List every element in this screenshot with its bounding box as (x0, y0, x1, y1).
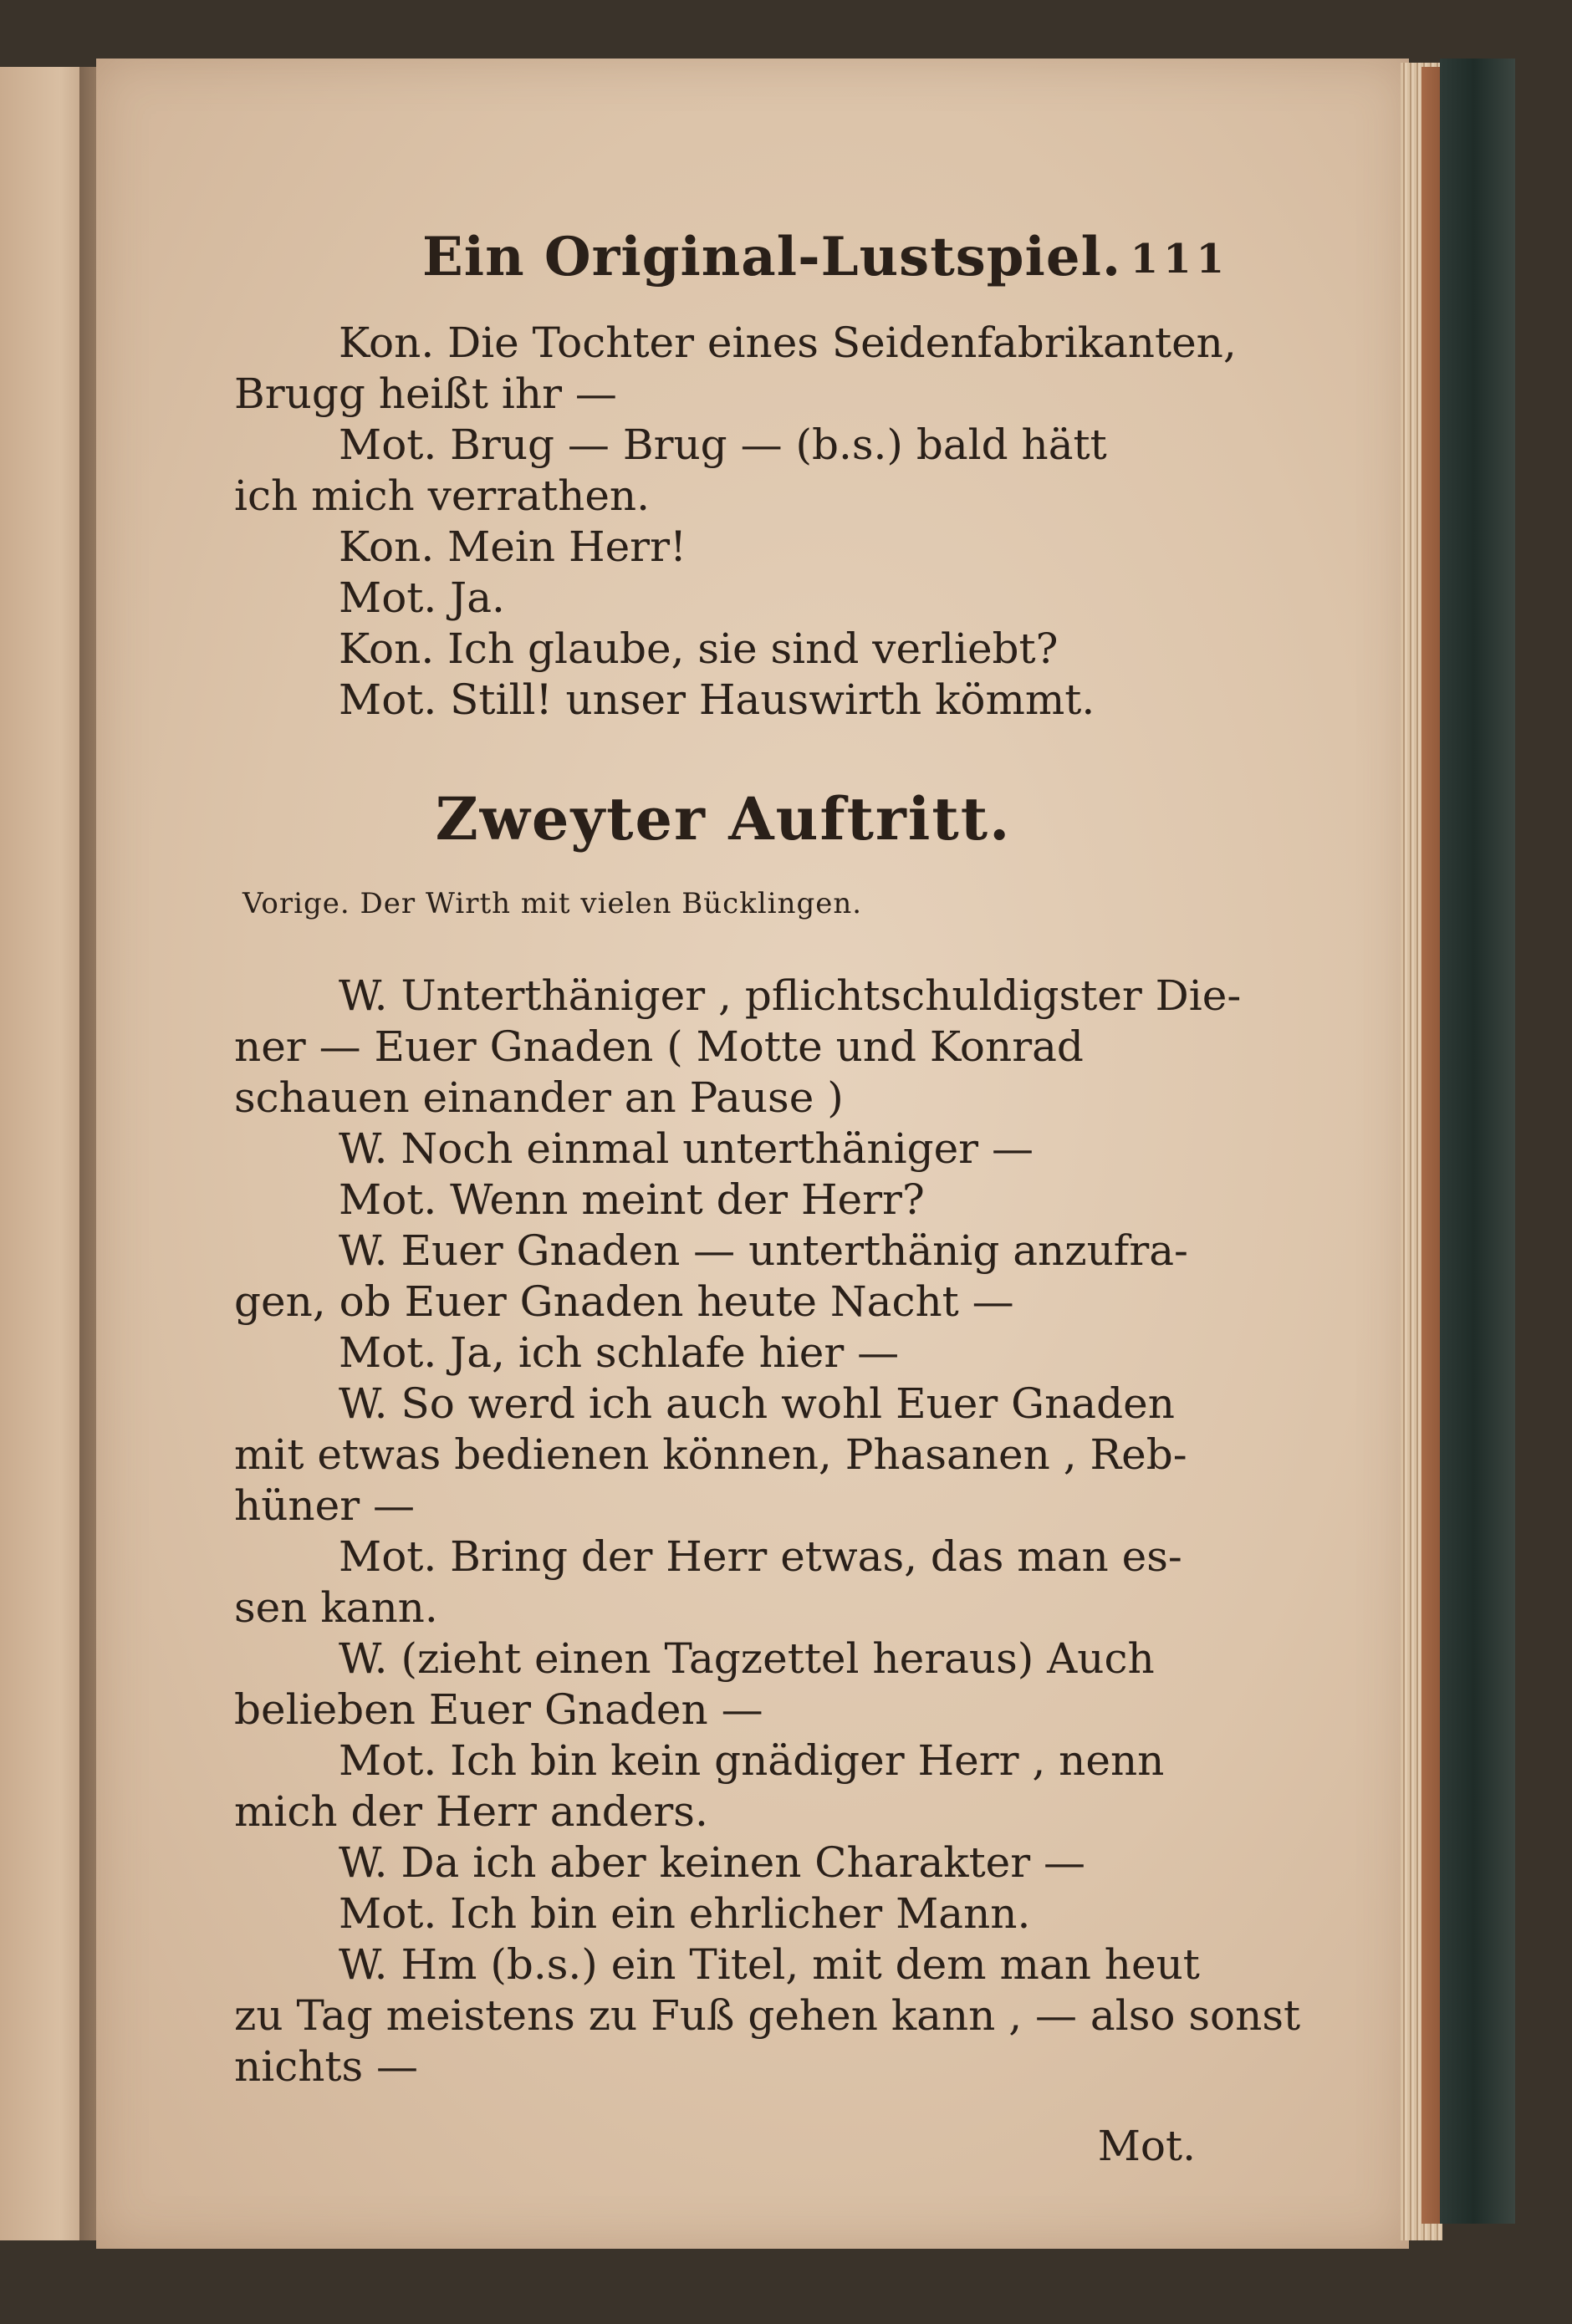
text-line: W. Noch einmal unterthäniger — (339, 1124, 1034, 1173)
text-line: mich der Herr anders. (234, 1787, 708, 1836)
text-line: W. (zieht einen Tagzettel heraus) Auch (339, 1634, 1155, 1683)
text-line: W. Hm (b.s.) ein Titel, mit dem man heut (339, 1940, 1200, 1989)
stage-direction: Vorige. Der Wirth mit vielen Bücklingen. (242, 887, 863, 920)
text-line: Mot. Ich bin kein gnädiger Herr , nenn (339, 1736, 1165, 1785)
running-head: Ein Original-Lustspiel. (422, 226, 1122, 288)
text-line: sen kann. (234, 1583, 438, 1632)
dialogue-block-bottom (234, 971, 1301, 2092)
text-line: ich mich verrathen. (234, 471, 651, 520)
text-line: Brugg heißt ihr — (234, 369, 617, 418)
text-line: mit etwas bedienen können, Phasanen , Reb- (234, 1430, 1187, 1479)
text-line: Mot. Ich bin ein ehrlicher Mann. (339, 1889, 1031, 1938)
text-line: W. Unterthäniger , pflichtschuldigster Die- (339, 971, 1242, 1020)
text-line: Mot. Ja, ich schlafe hier — (339, 1328, 900, 1377)
text-line: hüner — (234, 1481, 415, 1530)
text-line: Mot. Wenn meint der Herr? (339, 1175, 925, 1224)
text-line: nichts — (234, 2042, 419, 2091)
text-line: Mot. Ja. (339, 573, 505, 622)
text-line: Mot. Brug — Brug — (b.s.) bald hätt (339, 420, 1107, 469)
text-line: Mot. Bring der Herr etwas, das man es- (339, 1532, 1182, 1581)
text-line: zu Tag meistens zu Fuß gehen kann , — also sonst (234, 1991, 1301, 2040)
text-line: W. Da ich aber keinen Charakter — (339, 1838, 1086, 1887)
page-number: 111 (1130, 236, 1229, 283)
catchword: Mot. (1097, 2122, 1196, 2170)
text-line: W. So werd ich auch wohl Euer Gnaden (339, 1379, 1175, 1428)
dialogue-block-top (234, 318, 1237, 726)
text-line: W. Euer Gnaden — unterthänig anzufra- (339, 1226, 1188, 1275)
page-header (234, 226, 1229, 318)
text-line: schauen einander an Pause ) (234, 1073, 844, 1122)
text-line: belieben Euer Gnaden — (234, 1685, 763, 1734)
book-cover (1440, 59, 1515, 2224)
page-text (234, 226, 1301, 2170)
text-line: Kon. Die Tochter eines Seidenfabrikanten, (339, 319, 1237, 367)
text-line: ner — Euer Gnaden ( Motte und Konrad (234, 1022, 1084, 1071)
text-line: Kon. Ich glaube, sie sind verliebt? (339, 624, 1059, 673)
scene-title: Zweyter Auftritt. (435, 784, 1012, 854)
text-line: gen, ob Euer Gnaden heute Nacht — (234, 1277, 1014, 1326)
text-line: Kon. Mein Herr! (339, 522, 687, 571)
text-line: Mot. Still! unser Hauswirth kömmt. (339, 675, 1095, 724)
